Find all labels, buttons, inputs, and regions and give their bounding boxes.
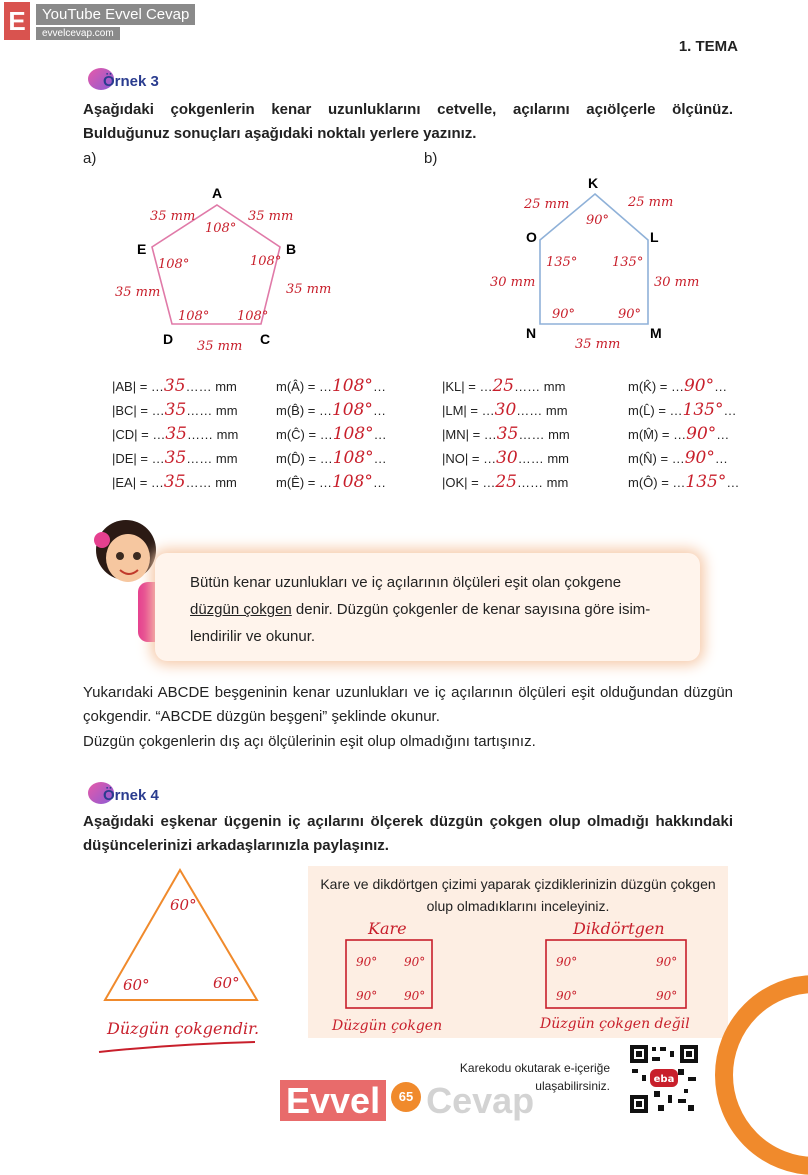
vertex-m: M [650,325,662,341]
activity-text: Kare ve dikdörtgen çizimi yaparak çizdiklerinizin düzgün çokgen olup olmadıklarını inceleyiniz. [320,876,716,914]
measure-row: m(Â) = …108°… [276,376,386,396]
measure-row: m(M̂) = …90°… [628,424,730,444]
triangle-conclusion: Düzgün çokgendir. [107,1019,260,1038]
measure-row: m(Ê) = …108°… [276,472,386,492]
svg-text:90°: 90° [404,955,426,969]
svg-text:90°: 90° [556,955,578,969]
side-label-de: 35 mm [115,285,161,300]
house-angles-list [628,376,739,496]
discussion-paragraph: Düzgün çokgenlerin dış açı ölçülerinin eşit olup olmadığını tartışınız. [83,733,536,750]
measure-row: |AB| = …35…… mm [112,376,237,396]
vertex-d: D [163,331,174,347]
svg-text:90°: 90° [404,989,426,1003]
house-figure [480,172,710,352]
label-a: a) [83,150,97,167]
angle-label-left: 60° [123,976,150,994]
decorative-arc [715,975,808,1175]
vertex-c: C [260,331,271,347]
measure-row: m(K̂) = …90°… [628,376,728,396]
angle-label-l: 135° [612,255,644,270]
side-label-no: 30 mm [490,275,536,290]
watermark-url: evvelcevap.com [36,27,120,40]
qr-instruction: Karekodu okutarak e-içeriğe ulaşabilirsiniz. [459,1061,610,1093]
vertex-a: A [212,185,223,201]
example-4-title: Örnek 4 [103,787,159,804]
pentagon-figure [100,180,340,355]
explanation-paragraph: Yukarıdaki ABCDE beşgeninin kenar uzunlukları ve iç açılarının ölçüleri eşit olduğundan düzgün çokgendir. “ABCDE düzgün beşgeni” şeklinde okunur. [83,684,733,725]
watermark-bottom: Evvel Cevap [280,1080,534,1122]
square-title: Kare [368,919,407,938]
angle-label-k: 90° [586,213,610,228]
vertex-o: O [526,229,537,245]
rectangle-title: Dikdörtgen [573,919,665,938]
measure-row: m(N̂) = …90°… [628,448,728,468]
measure-row: |MN| = …35…… mm [442,424,570,444]
side-label-ea: 35 mm [150,209,196,224]
angle-label-d: 108° [178,309,210,324]
house-sides-list [442,376,570,496]
page-number: 65 [391,1082,421,1112]
side-label-lm: 30 mm [654,275,700,290]
angle-label-top: 60° [170,896,197,914]
measure-row: |DE| = …35…… mm [112,448,238,468]
vertex-b: B [286,241,297,257]
side-label-bc: 35 mm [286,282,332,297]
definition-text: Bütün kenar uzunlukları ve iç açılarının ölçüleri eşit olan çokgene düzgün çokgen denir. Düzgün çokgenler de kenar sayısına göre isim- lendirilir ve okunur. [190,574,651,645]
measure-row: |BC| = …35…… mm [112,400,238,420]
measure-row: m(B̂) = …108°… [276,400,386,420]
pentagon-sides-list [112,376,238,496]
regular-polygon-term: düzgün çokgen [190,601,292,618]
example-3-instruction: Aşağıdaki çokgenlerin kenar uzunluklarını cetvelle, açılarını açıölçerle ölçünüz. Bulduğunuz sonuçları aşağıdaki noktalı yerlere yazınız. [83,101,733,142]
theme-title: 1. TEMA [678,38,738,55]
svg-text:90°: 90° [656,989,678,1003]
angle-label-b: 108° [250,254,282,269]
side-label-ok: 25 mm [524,197,570,212]
measure-row: |LM| = …30…… mm [442,400,568,420]
measure-row: |OK| = …25…… mm [442,472,569,492]
measure-row: |CD| = …35…… mm [112,424,239,444]
label-b: b) [424,150,438,167]
side-label-kl: 25 mm [628,195,674,210]
svg-text:90°: 90° [356,955,378,969]
measure-row: m(L̂) = …135°… [628,400,737,420]
vertex-k: K [588,175,599,191]
svg-text:90°: 90° [656,955,678,969]
measure-row: m(Ĉ) = …108°… [276,424,387,444]
triangle-figure [95,862,275,1062]
angle-label-a: 108° [205,221,237,236]
side-label-ab: 35 mm [248,209,294,224]
measure-row: |KL| = …25…… mm [442,376,566,396]
square-conclusion: Düzgün çokgen [332,1018,443,1034]
vertex-n: N [526,325,537,341]
angle-label-right: 60° [213,974,240,992]
angle-label-e: 108° [158,257,190,272]
example-4-instruction: Aşağıdaki eşkenar üçgenin iç açılarını ölçerek düzgün çokgen olup olmadığı hakkındaki düşüncelerinizi arkadaşlarınızla paylaşınız. [83,813,733,854]
measure-row: m(Ô) = …135°… [628,472,740,492]
svg-text:90°: 90° [356,989,378,1003]
angle-label-o: 135° [546,255,578,270]
qr-badge-label: eba [653,1074,675,1085]
side-label-cd: 35 mm [197,339,243,354]
pentagon-angles-list [276,376,387,496]
measure-row: m(D̂) = …108°… [276,448,387,468]
vertex-e: E [137,241,147,257]
square-rectangle-figures [318,918,718,1040]
rectangle-conclusion: Düzgün çokgen değil [540,1016,690,1032]
qr-code[interactable] [628,1043,700,1115]
angle-label-m: 90° [618,307,642,322]
side-label-mn: 35 mm [575,337,621,352]
watermark-title: YouTube Evvel Cevap [36,4,195,25]
angle-label-n: 90° [552,307,576,322]
watermark-logo-letter: E [4,2,30,40]
svg-text:90°: 90° [556,989,578,1003]
example-3-title: Örnek 3 [103,73,159,90]
angle-label-c: 108° [237,309,269,324]
vertex-l: L [650,229,659,245]
measure-row: |EA| = …35…… mm [112,472,237,492]
measure-row: |NO| = …30…… mm [442,448,570,468]
